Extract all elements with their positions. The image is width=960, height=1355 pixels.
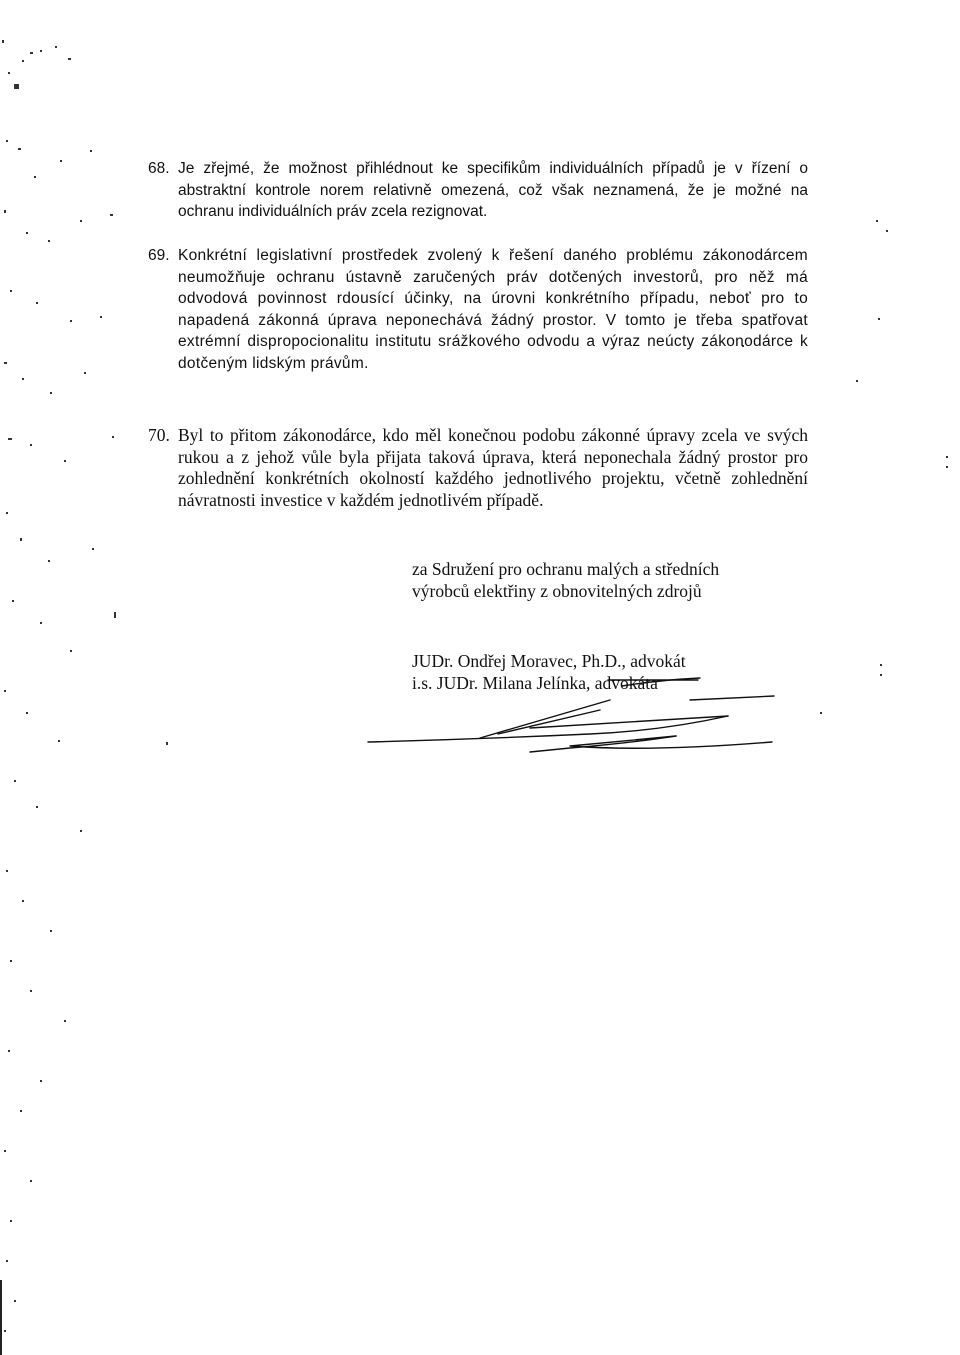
paragraph-number: 68.	[148, 160, 170, 177]
paragraph-68	[148, 158, 808, 226]
signature	[360, 660, 790, 770]
paragraph-text: Je zřejmé, že možnost přihlédnout ke specifikům individuálních případů je v řízení o abstraktní kontrole norem relativně omezená, což však neznamená, že je možné na ochranu individuálních práv zcela rezignovat.	[178, 160, 808, 220]
paragraph-69	[148, 245, 808, 405]
paragraph-number: 69.	[148, 247, 170, 264]
paragraph-number: 70.	[148, 425, 170, 445]
closing-line: výrobců elektřiny z obnovitelných zdrojů	[412, 581, 702, 601]
paragraph-70	[148, 425, 808, 540]
paragraph-text: Konkrétní legislativní prostředek zvolený k řešení daného problému zákonodárcem neumožňuje ochranu ústavně zaručených práv dotčených investorů, pro něž má odvodová povinnost rdousící účinky, na úrovni konkrétního případu, neboť pro to napadená zákonná úprava neponechává žádný prostor. V tomto je třeba spatřovat extrémní dispropocionalitu institutu srážkového odvodu a výraz neúcty zákonodárce k dotčeným lidským právům.	[178, 247, 808, 372]
author-deputy: i.s. JUDr. Milana Jelínka, advokáta	[412, 673, 658, 693]
closing-line: za Sdružení pro ochranu malých a středních	[412, 559, 720, 579]
author-name: JUDr. Ondřej Moravec, Ph.D., advokát	[412, 651, 686, 671]
paragraph-text: Byl to přitom zákonodárce, kdo měl konečnou podobu zákonné úpravy zcela ve svých rukou a z jehož vůle byla přijata taková úprava, která neponechala žádný prostor pro zohlednění konkrétních okolností každého jednotlivého projektu, včetně zohlednění návratnosti investice v každém jednotlivém případě.	[178, 425, 808, 510]
closing-block	[412, 558, 832, 602]
